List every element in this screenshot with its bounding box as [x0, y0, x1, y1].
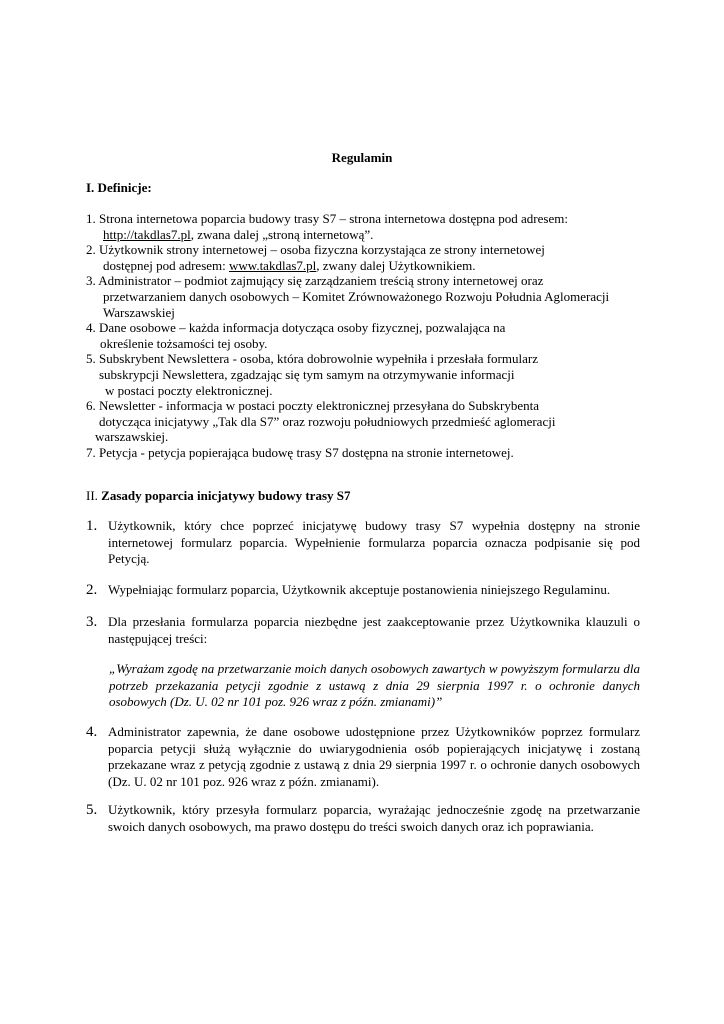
- definition-line: dostępnej pod adresem: www.takdlas7.pl, zwany dalej Użytkownikiem.: [103, 257, 476, 273]
- definition-line: 6. Newsletter - informacja w postaci poczty elektronicznej przesyłana do Subskrybenta: [86, 398, 540, 414]
- definition-line: dotycząca inicjatywy „Tak dla S7” oraz rozwoju południowych przedmieść aglomeracji: [99, 413, 556, 429]
- rule-text: Wypełniając formularz poparcia, Użytkownik akceptuje postanowienia niniejszego Regulaminu.: [108, 582, 611, 597]
- rule-text: Użytkownik, który chce poprzeć inicjatywę budowy trasy S7 wypełnia dostępny na stronie internetowej formularz poparcia. Wypełnienie formularza poparcia oznacza podpisanie się pod Petycją.: [108, 518, 640, 566]
- section-heading-rules: II. Zasady poparcia inicjatywy budowy trasy S7: [86, 488, 351, 503]
- definition-line: 5. Subskrybent Newslettera - osoba, która dobrowolnie wypełniła i przesłała formularz: [86, 351, 538, 367]
- definition-line: w postaci poczty elektronicznej.: [105, 382, 273, 398]
- rule-number: 5.: [86, 802, 98, 818]
- section-heading-definitions: I. Definicje:: [86, 180, 152, 195]
- definition-line: przetwarzaniem danych osobowych – Komitet Zrównoważonego Rozwoju Południa Aglomeracji: [103, 288, 610, 304]
- consent-clause: „Wyrażam zgodę na przetwarzanie moich danych osobowych zawartych w powyższym formularzu dla potrzeb przekazania petycji zgodnie z ustawą z dnia 29 sierpnia 1997 r. o ochronie danych osobowych (Dz. U. 02 nr 101 poz. 926 wraz z późn. zmianami)”: [109, 661, 640, 709]
- definition-line: określenie tożsamości tej osoby.: [100, 335, 268, 351]
- definition-line: 4. Dane osobowe – każda informacja dotycząca osoby fizycznej, pozwalająca na: [86, 320, 506, 336]
- definition-line: 7. Petycja - petycja popierająca budowę trasy S7 dostępna na stronie internetowej.: [86, 444, 514, 460]
- site-link[interactable]: http://takdlas7.pl: [103, 226, 191, 242]
- rule-item: [86, 518, 640, 568]
- definition-line: subskrypcji Newslettera, zgadzając się tym samym na otrzymywanie informacji: [99, 366, 515, 382]
- definition-line: 3. Administrator – podmiot zajmujący się zarządzaniem treścią strony internetowej oraz: [86, 273, 544, 289]
- rule-text: Dla przesłania formularza poparcia niezbędne jest zaakceptowanie przez Użytkownika klauzuli o następującej treści:: [108, 614, 640, 646]
- page-title: Regulamin: [331, 150, 393, 165]
- rule-number: 3.: [86, 614, 98, 630]
- definition-line: 1. Strona internetowa poparcia budowy trasy S7 – strona internetowa dostępna pod adresem:: [86, 211, 568, 226]
- definition-line: 2. Użytkownik strony internetowej – osoba fizyczna korzystająca ze strony internetowej: [86, 242, 545, 258]
- rule-item: [86, 614, 640, 647]
- rule-item: [86, 582, 640, 599]
- rule-item: [86, 802, 640, 835]
- definition-line: Warszawskiej: [103, 304, 175, 320]
- site-link-www[interactable]: www.takdlas7.pl: [229, 257, 317, 273]
- definition-line: http://takdlas7.pl, zwana dalej „stroną internetową”.: [103, 226, 374, 242]
- rule-number: 1.: [86, 518, 98, 534]
- definition-line: warszawskiej.: [95, 429, 169, 445]
- rule-text: Użytkownik, który przesyła formularz poparcia, wyrażając jednocześnie zgodę na przetwarzanie swoich danych osobowych, ma prawo dostępu do treści swoich danych oraz ich poprawiania.: [108, 802, 640, 834]
- rule-number: 2.: [86, 582, 98, 598]
- rule-number: 4.: [86, 724, 98, 740]
- rule-item: [86, 724, 640, 790]
- definitions-list: [86, 211, 646, 461]
- rule-text: Administrator zapewnia, że dane osobowe udostępnione przez Użytkowników poprzez formularz poparcia petycji służą wyłącznie do uwiarygodnienia osób popierających inicjatywę i zostaną przekazane wraz z petycją zgodnie z ustawą z dnia 29 sierpnia 1997 r. o ochronie danych osobowych (Dz. U. 02 nr 101 poz. 926 wraz z późn. zmianami).: [108, 724, 640, 789]
